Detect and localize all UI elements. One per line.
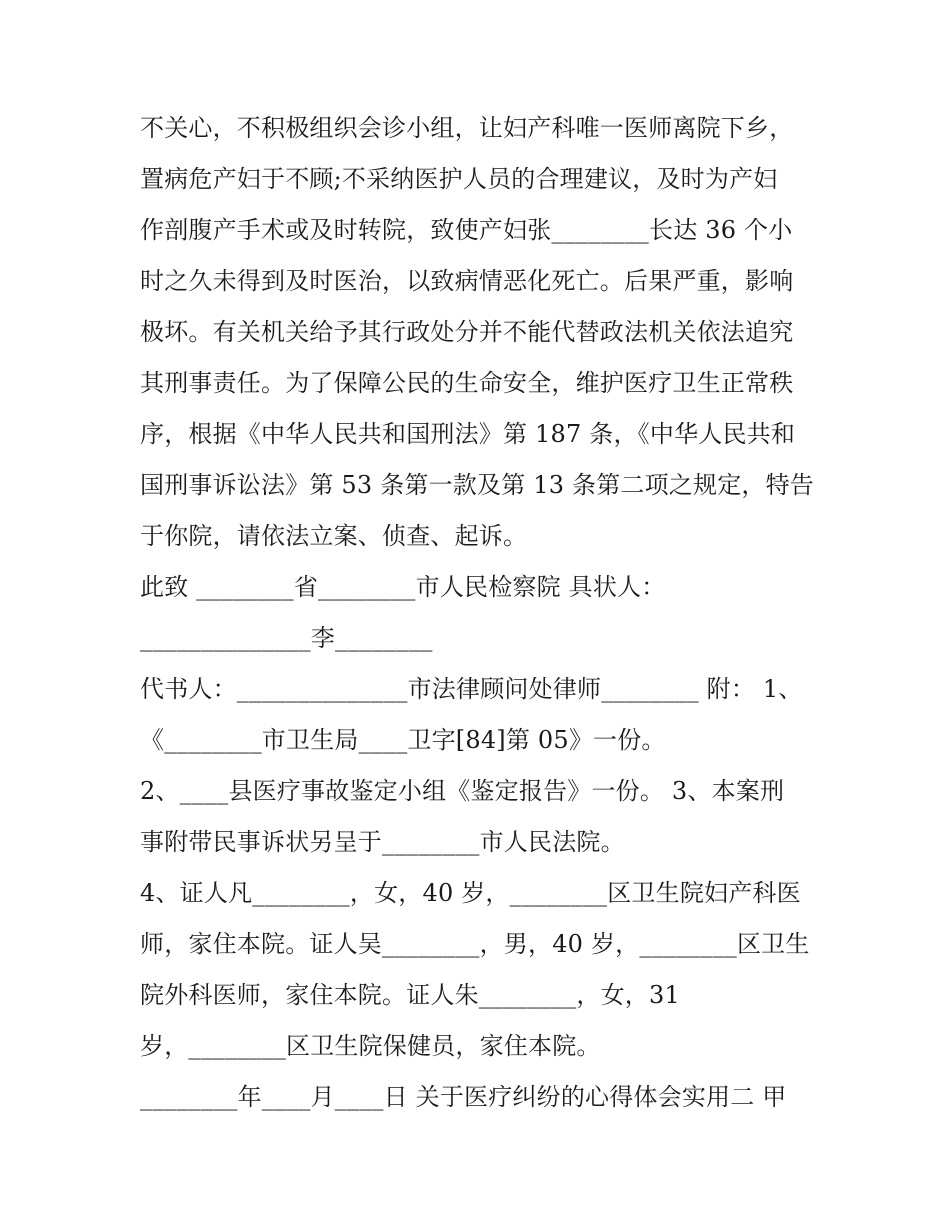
text-line: 极坏。有关机关给予其行政处分并不能代替政法机关依法追究: [140, 318, 794, 346]
witness-line: 院外科医师，家住本院。证人朱________，女，31: [140, 981, 680, 1009]
text-line: 不关心，不积极组织会诊小组，让妇产科唯一医师离院下乡，: [140, 114, 794, 142]
attorney-line: 代书人：______________市法律顾问处律师________ 附： 1、: [140, 675, 803, 703]
attachment-item: 事附带民事诉状另呈于________市人民法院。: [140, 828, 625, 856]
attachment-item: 《________市卫生局____卫字[84]第 05》一份。: [140, 726, 666, 754]
witness-line: 师，家住本院。证人吴________，男，40 岁，________区卫生: [140, 930, 810, 958]
date-line: ________年____月____日 关于医疗纠纷的心得体会实用二 甲: [140, 1083, 787, 1111]
text-line: 于你院，请依法立案、侦查、起诉。: [140, 522, 528, 550]
text-line: 其刑事责任。为了保障公民的生命安全，维护医疗卫生正常秩: [140, 369, 794, 397]
text-line: 置病危产妇于不顾;不采纳医护人员的合理建议，及时为产妇: [140, 165, 778, 193]
addressee-line: 此致 ________省________市人民检察院 具状人：: [140, 573, 666, 601]
witness-line: 4、证人凡________，女，40 岁，________区卫生院妇产科医: [140, 879, 801, 907]
attachment-item: 2、____县医疗事故鉴定小组《鉴定报告》一份。 3、本案刑: [140, 777, 785, 805]
text-line: 国刑事诉讼法》第 53 条第一款及第 13 条第二项之规定，特告: [140, 471, 814, 499]
text-line: 序，根据《中华人民共和国刑法》第 187 条，《中华人民共和: [140, 420, 796, 448]
text-line: 作剖腹产手术或及时转院，致使产妇张________长达 36 个小: [140, 216, 793, 244]
witness-line: 岁，________区卫生院保健员，家住本院。: [140, 1032, 601, 1060]
text-line: 时之久未得到及时医治，以致病情恶化死亡。后果严重，影响: [140, 267, 794, 295]
complainant-line: ______________李________: [140, 624, 433, 652]
